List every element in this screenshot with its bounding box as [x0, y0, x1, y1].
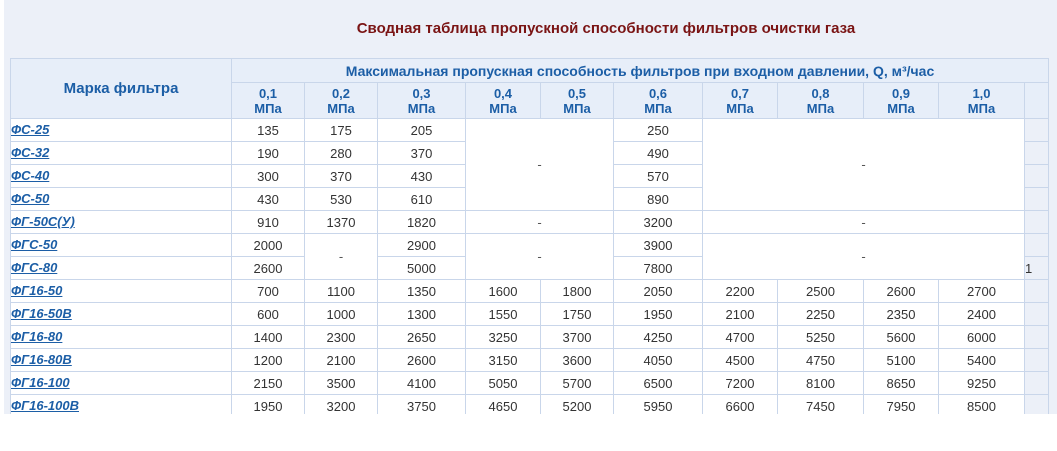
table-row	[11, 234, 1049, 257]
capacity-value: 2600	[232, 257, 305, 280]
capacity-value: 190	[232, 142, 305, 165]
pressure-value: 0,5	[567, 85, 587, 101]
capacity-value: 7950	[864, 395, 939, 415]
capacity-value: 2500	[778, 280, 864, 303]
capacity-value: 5200	[541, 395, 614, 415]
capacity-value: 1000	[305, 303, 378, 326]
capacity-value: 5100	[864, 349, 939, 372]
cutoff-cell	[1025, 165, 1049, 188]
filter-link[interactable]: ФГ-50С(У)	[11, 214, 75, 229]
pressure-value: 1,0	[972, 85, 991, 101]
pressure-header	[541, 83, 614, 119]
filter-link[interactable]: ФГС-50	[11, 237, 58, 252]
table-row	[11, 280, 1049, 303]
capacity-value: 205	[378, 119, 466, 142]
capacity-value: 3700	[541, 326, 614, 349]
capacity-value: 1400	[232, 326, 305, 349]
pressure-unit: МПа	[967, 100, 996, 116]
capacity-value: 3200	[614, 211, 703, 234]
filter-link[interactable]: ФГ16-80	[11, 329, 63, 344]
capacity-value: 1300	[378, 303, 466, 326]
capacity-value: 4700	[703, 326, 778, 349]
capacity-header: Максимальная пропускная способность фильтров при входном давлении, Q, м³/час	[232, 59, 1049, 83]
capacity-value: 3900	[614, 234, 703, 257]
capacity-value: 5000	[378, 257, 466, 280]
page-title: Сводная таблица пропускной способности фильтров очистки газа	[356, 20, 856, 37]
filter-name-cell	[11, 257, 232, 280]
capacity-value: 2250	[778, 303, 864, 326]
filter-name-cell	[11, 303, 232, 326]
pressure-unit: МПа	[254, 100, 282, 116]
cutoff-cell	[1025, 303, 1049, 326]
cutoff-cell	[1025, 349, 1049, 372]
capacity-value: 1600	[466, 280, 541, 303]
filter-link[interactable]: ФГС-80	[11, 260, 58, 275]
pressure-header	[939, 83, 1025, 119]
capacity-value: 2300	[305, 326, 378, 349]
capacity-value: 3150	[466, 349, 541, 372]
capacity-value: 6500	[614, 372, 703, 395]
table-row	[11, 303, 1049, 326]
capacity-value: 2000	[232, 234, 305, 257]
pressure-value: 0,8	[811, 85, 830, 101]
pressure-unit: МПа	[407, 100, 436, 116]
cutoff-cell	[1025, 188, 1049, 211]
cutoff-cell: 1	[1025, 257, 1049, 280]
capacity-value: 6600	[703, 395, 778, 415]
table-row	[11, 326, 1049, 349]
filter-name-cell	[11, 211, 232, 234]
pressure-header	[778, 83, 864, 119]
capacity-value: 3500	[305, 372, 378, 395]
capacity-value: 7450	[778, 395, 864, 415]
capacity-value: 1820	[378, 211, 466, 234]
table-body	[11, 119, 1049, 415]
cutoff-cell	[1025, 142, 1049, 165]
capacity-value: 2600	[864, 280, 939, 303]
filter-name-cell	[11, 280, 232, 303]
capacity-value: 370	[378, 142, 466, 165]
capacity-value: 370	[305, 165, 378, 188]
content-panel	[4, 0, 1057, 414]
capacity-value: 1350	[378, 280, 466, 303]
capacity-value: 7200	[703, 372, 778, 395]
capacity-value: 530	[305, 188, 378, 211]
capacity-value: 6000	[939, 326, 1025, 349]
capacity-value: 250	[614, 119, 703, 142]
filter-link[interactable]: ФС-32	[11, 145, 50, 160]
capacity-value: 5400	[939, 349, 1025, 372]
cutoff-cell	[1025, 280, 1049, 303]
capacity-value: 1800	[541, 280, 614, 303]
capacity-value: 430	[378, 165, 466, 188]
capacity-value: 490	[614, 142, 703, 165]
table-row	[11, 349, 1049, 372]
empty-range-cell: -	[466, 211, 614, 234]
capacity-value: 1750	[541, 303, 614, 326]
empty-range-cell: -	[703, 119, 1025, 211]
capacity-value: 4650	[466, 395, 541, 415]
capacity-value: 3250	[466, 326, 541, 349]
filter-link[interactable]: ФС-40	[11, 168, 50, 183]
capacity-value: 280	[305, 142, 378, 165]
filter-name-cell	[11, 119, 232, 142]
capacity-value: 3200	[305, 395, 378, 415]
capacity-value: 430	[232, 188, 305, 211]
cutoff-cell	[1025, 234, 1049, 257]
pressure-header	[864, 83, 939, 119]
capacity-value: 8100	[778, 372, 864, 395]
cutoff-cell	[1025, 372, 1049, 395]
capacity-value: 5250	[778, 326, 864, 349]
cutoff-cell	[1025, 211, 1049, 234]
pressure-unit: МПа	[806, 100, 835, 116]
filter-link[interactable]: ФС-50	[11, 191, 50, 206]
capacity-value: 4500	[703, 349, 778, 372]
empty-range-cell: -	[703, 211, 1025, 234]
filter-name-cell	[11, 165, 232, 188]
empty-range-cell: -	[466, 119, 614, 211]
pressure-value: 0,1	[258, 85, 278, 101]
table-row	[11, 211, 1049, 234]
capacity-value: 4250	[614, 326, 703, 349]
header-row-1	[11, 59, 1049, 83]
table-row	[11, 372, 1049, 395]
capacity-value: 2900	[378, 234, 466, 257]
capacity-value: 5050	[466, 372, 541, 395]
pressure-value: 0,9	[891, 85, 911, 101]
capacity-value: 1100	[305, 280, 378, 303]
filter-link[interactable]: ФГ16-50	[11, 283, 63, 298]
capacity-value: 5700	[541, 372, 614, 395]
capacity-value: 2100	[703, 303, 778, 326]
cutoff-cell	[1025, 395, 1049, 415]
filter-name-cell	[11, 234, 232, 257]
capacity-value: 9250	[939, 372, 1025, 395]
pressure-unit: МПа	[726, 100, 754, 116]
capacity-value: 2700	[939, 280, 1025, 303]
empty-range-cell: -	[466, 234, 614, 280]
capacity-value: 2150	[232, 372, 305, 395]
capacity-value: 135	[232, 119, 305, 142]
capacity-value: 1200	[232, 349, 305, 372]
capacity-value: 5950	[614, 395, 703, 415]
pressure-value: 0,6	[648, 85, 668, 101]
pressure-header	[466, 83, 541, 119]
capacity-value: 7800	[614, 257, 703, 280]
cutoff-cell	[1025, 326, 1049, 349]
capacity-value: 4750	[778, 349, 864, 372]
capacity-value: 175	[305, 119, 378, 142]
pressure-header	[232, 83, 305, 119]
pressure-value: 0,4	[493, 85, 513, 101]
filter-name-cell	[11, 349, 232, 372]
capacity-value: 2400	[939, 303, 1025, 326]
table-row	[11, 119, 1049, 142]
capacity-value: 2600	[378, 349, 466, 372]
capacity-value: 1950	[232, 395, 305, 415]
capacity-value: 1950	[614, 303, 703, 326]
filter-name-cell	[11, 188, 232, 211]
capacity-value: 2650	[378, 326, 466, 349]
capacity-value: 4100	[378, 372, 466, 395]
filter-link[interactable]: ФГ16-50В	[11, 306, 72, 321]
capacity-value: 2100	[305, 349, 378, 372]
pressure-value: 0,2	[331, 85, 351, 101]
pressure-value: 0,3	[412, 85, 431, 101]
filter-name-cell	[11, 395, 232, 415]
pressure-header	[305, 83, 378, 119]
capacity-value: 600	[232, 303, 305, 326]
capacity-value: 4050	[614, 349, 703, 372]
filter-name-cell	[11, 326, 232, 349]
pressure-value: 0,7	[730, 85, 750, 101]
filter-name-cell	[11, 372, 232, 395]
filter-link[interactable]: ФГ16-80В	[11, 352, 72, 367]
empty-range-cell: -	[703, 234, 1025, 280]
pressure-unit: МПа	[327, 100, 355, 116]
pressure-header	[703, 83, 778, 119]
table-row	[11, 395, 1049, 415]
pressure-unit: МПа	[489, 100, 517, 116]
capacity-value: 610	[378, 188, 466, 211]
pressure-unit: МПа	[887, 100, 915, 116]
capacity-value: 700	[232, 280, 305, 303]
brand-column-header: Марка фильтра	[11, 59, 232, 119]
capacity-value: 8650	[864, 372, 939, 395]
empty-range-cell: -	[305, 234, 378, 280]
capacity-value: 8500	[939, 395, 1025, 415]
capacity-value: 2050	[614, 280, 703, 303]
filters-table	[10, 58, 1049, 414]
capacity-value: 3600	[541, 349, 614, 372]
cutoff-cell	[1025, 119, 1049, 142]
capacity-value: 910	[232, 211, 305, 234]
capacity-value: 5600	[864, 326, 939, 349]
pressure-header	[614, 83, 703, 119]
capacity-value: 570	[614, 165, 703, 188]
pressure-header	[378, 83, 466, 119]
capacity-value: 2350	[864, 303, 939, 326]
capacity-value: 2200	[703, 280, 778, 303]
capacity-value: 1370	[305, 211, 378, 234]
filter-link[interactable]: ФГ16-100В	[11, 398, 79, 413]
cutoff-header-cell	[1025, 83, 1049, 119]
filter-link[interactable]: ФГ16-100	[11, 375, 70, 390]
capacity-value: 1550	[466, 303, 541, 326]
pressure-unit: МПа	[644, 100, 672, 116]
capacity-value: 3750	[378, 395, 466, 415]
capacity-value: 890	[614, 188, 703, 211]
capacity-value: 300	[232, 165, 305, 188]
filter-name-cell	[11, 142, 232, 165]
filter-link[interactable]: ФС-25	[11, 122, 50, 137]
pressure-unit: МПа	[563, 100, 591, 116]
